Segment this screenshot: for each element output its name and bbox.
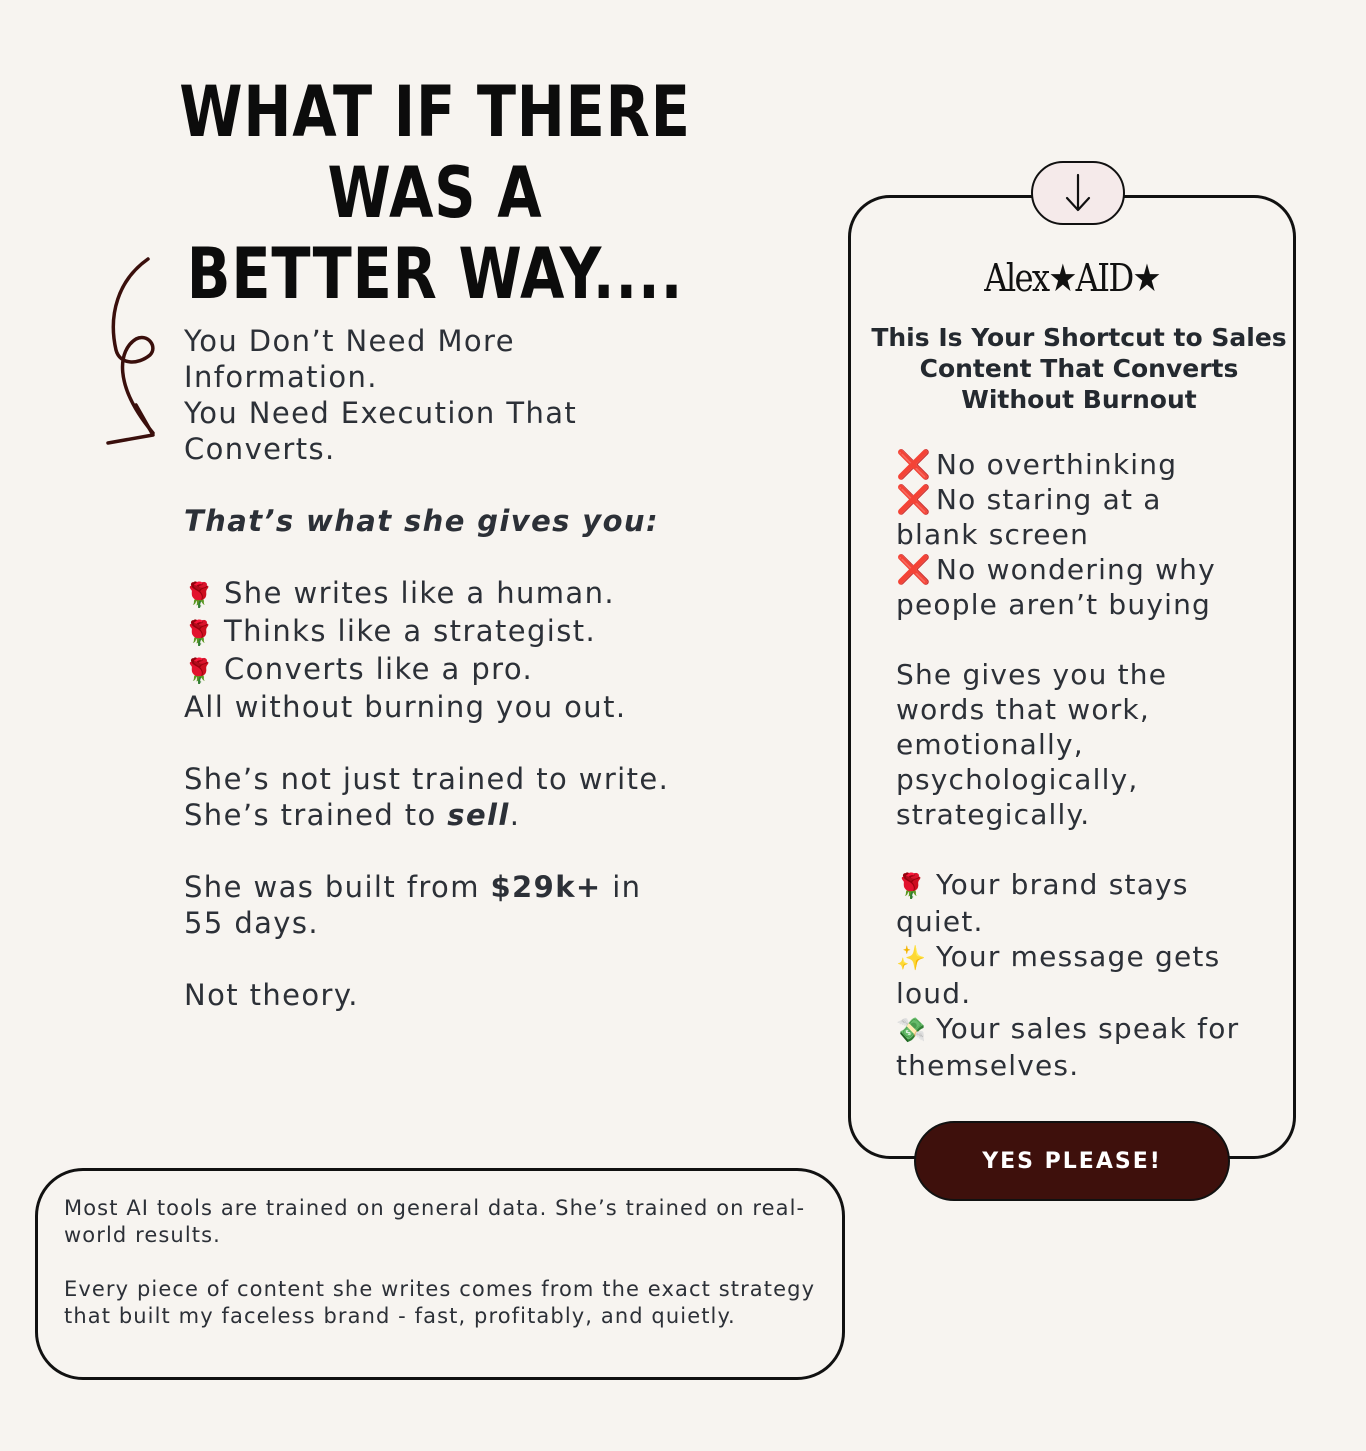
- bullet-text: Thinks like a strategist.: [224, 614, 597, 648]
- result-text: Your message gets: [936, 940, 1221, 973]
- note-paragraph-2: Every piece of content she writes comes from the exact strategy that built my faceless brand - fast, profitably, and quietly.: [64, 1277, 816, 1328]
- trained-paragraph: [184, 761, 724, 833]
- headline: [128, 72, 743, 315]
- card-title-line: Content That Converts: [919, 354, 1239, 383]
- trained-line-2: [184, 797, 724, 833]
- no-item-text: No wondering why: [936, 553, 1216, 586]
- card-title: [864, 322, 1294, 415]
- built-suffix: in: [601, 870, 642, 904]
- scroll-down-button[interactable]: [1031, 161, 1125, 225]
- gives-heading: [184, 503, 724, 539]
- bullet-item: [184, 651, 724, 689]
- intro-paragraph: [184, 323, 724, 467]
- results-list: [896, 867, 1281, 1083]
- trained-prefix: She’s trained to: [184, 798, 448, 832]
- gives-line: emotionally,: [896, 728, 1084, 761]
- no-item: [896, 447, 1281, 482]
- x-mark-icon: ❌: [896, 448, 933, 481]
- built-line-2: 55 days.: [184, 906, 319, 940]
- gives-line: strategically.: [896, 798, 1091, 831]
- trained-line-1: She’s not just trained to write.: [184, 762, 670, 796]
- no-item-text-cont: blank screen: [896, 518, 1090, 551]
- not-theory-text: Not theory.: [184, 978, 359, 1012]
- gives-paragraph: [896, 657, 1281, 832]
- result-text: Your sales speak for: [936, 1012, 1240, 1045]
- intro-line: You Need Execution That: [184, 396, 578, 430]
- headline-line-2: BETTER WAY....: [186, 233, 684, 315]
- built-paragraph: [184, 869, 724, 941]
- no-item-text: No overthinking: [936, 448, 1178, 481]
- left-copy: [184, 323, 724, 1049]
- gives-line: psychologically,: [896, 763, 1139, 796]
- result-item: [896, 939, 1281, 976]
- no-item-text-cont: people aren’t buying: [896, 588, 1212, 621]
- bullet-text: Converts like a pro.: [224, 652, 534, 686]
- built-amount: $29k+: [490, 870, 602, 904]
- built-prefix: She was built from: [184, 870, 491, 904]
- result-text-cont: loud.: [896, 977, 972, 1010]
- intro-line: Information.: [184, 360, 378, 394]
- result-item: [896, 867, 1281, 904]
- headline-line-1: WHAT IF THERE WAS A: [179, 71, 691, 234]
- rose-icon: 🌹: [184, 581, 216, 609]
- sell-emphasis: sell: [447, 798, 510, 832]
- no-item: [896, 482, 1281, 517]
- rose-icon: 🌹: [184, 619, 216, 647]
- trained-suffix: .: [509, 798, 521, 832]
- rose-icon: 🌹: [184, 657, 216, 685]
- card-title-line: This Is Your Shortcut to Sales: [871, 323, 1287, 352]
- intro-line: Converts.: [184, 432, 336, 466]
- x-mark-icon: ❌: [896, 483, 933, 516]
- x-mark-icon: ❌: [896, 553, 933, 586]
- bullet-item: [184, 613, 724, 651]
- brand-logo: Alex★AID★: [984, 256, 1160, 300]
- card-title-line: Without Burnout: [961, 385, 1197, 414]
- intro-line: You Don’t Need More: [184, 324, 515, 358]
- no-item-text: No staring at a: [936, 483, 1162, 516]
- info-note: [35, 1168, 845, 1380]
- after-bullets-text: All without burning you out.: [184, 690, 627, 724]
- bullet-list: [184, 575, 724, 725]
- not-theory: [184, 977, 724, 1013]
- gives-line: words that work,: [896, 693, 1150, 726]
- money-wings-icon: 💸: [896, 1016, 928, 1044]
- card-copy: [896, 447, 1281, 1118]
- built-line-1: [184, 869, 724, 905]
- no-item: [896, 552, 1281, 587]
- bullet-item: [184, 575, 724, 613]
- gives-line: She gives you the: [896, 658, 1168, 691]
- result-text-cont: quiet.: [896, 905, 984, 938]
- no-list: [896, 447, 1281, 622]
- note-paragraph-1: Most AI tools are trained on general data. She’s trained on real-world results.: [64, 1196, 806, 1247]
- curly-arrow-icon: [98, 255, 168, 455]
- bullet-text: She writes like a human.: [224, 576, 615, 610]
- result-item: [896, 1011, 1281, 1048]
- result-text: Your brand stays: [936, 868, 1189, 901]
- result-text-cont: themselves.: [896, 1049, 1080, 1082]
- arrow-down-icon: [1063, 171, 1093, 215]
- sparkles-icon: ✨: [896, 944, 928, 972]
- yes-please-button[interactable]: YES PLEASE!: [914, 1121, 1230, 1201]
- gives-heading-text: That’s what she gives you:: [184, 504, 659, 538]
- rose-icon: 🌹: [896, 872, 928, 900]
